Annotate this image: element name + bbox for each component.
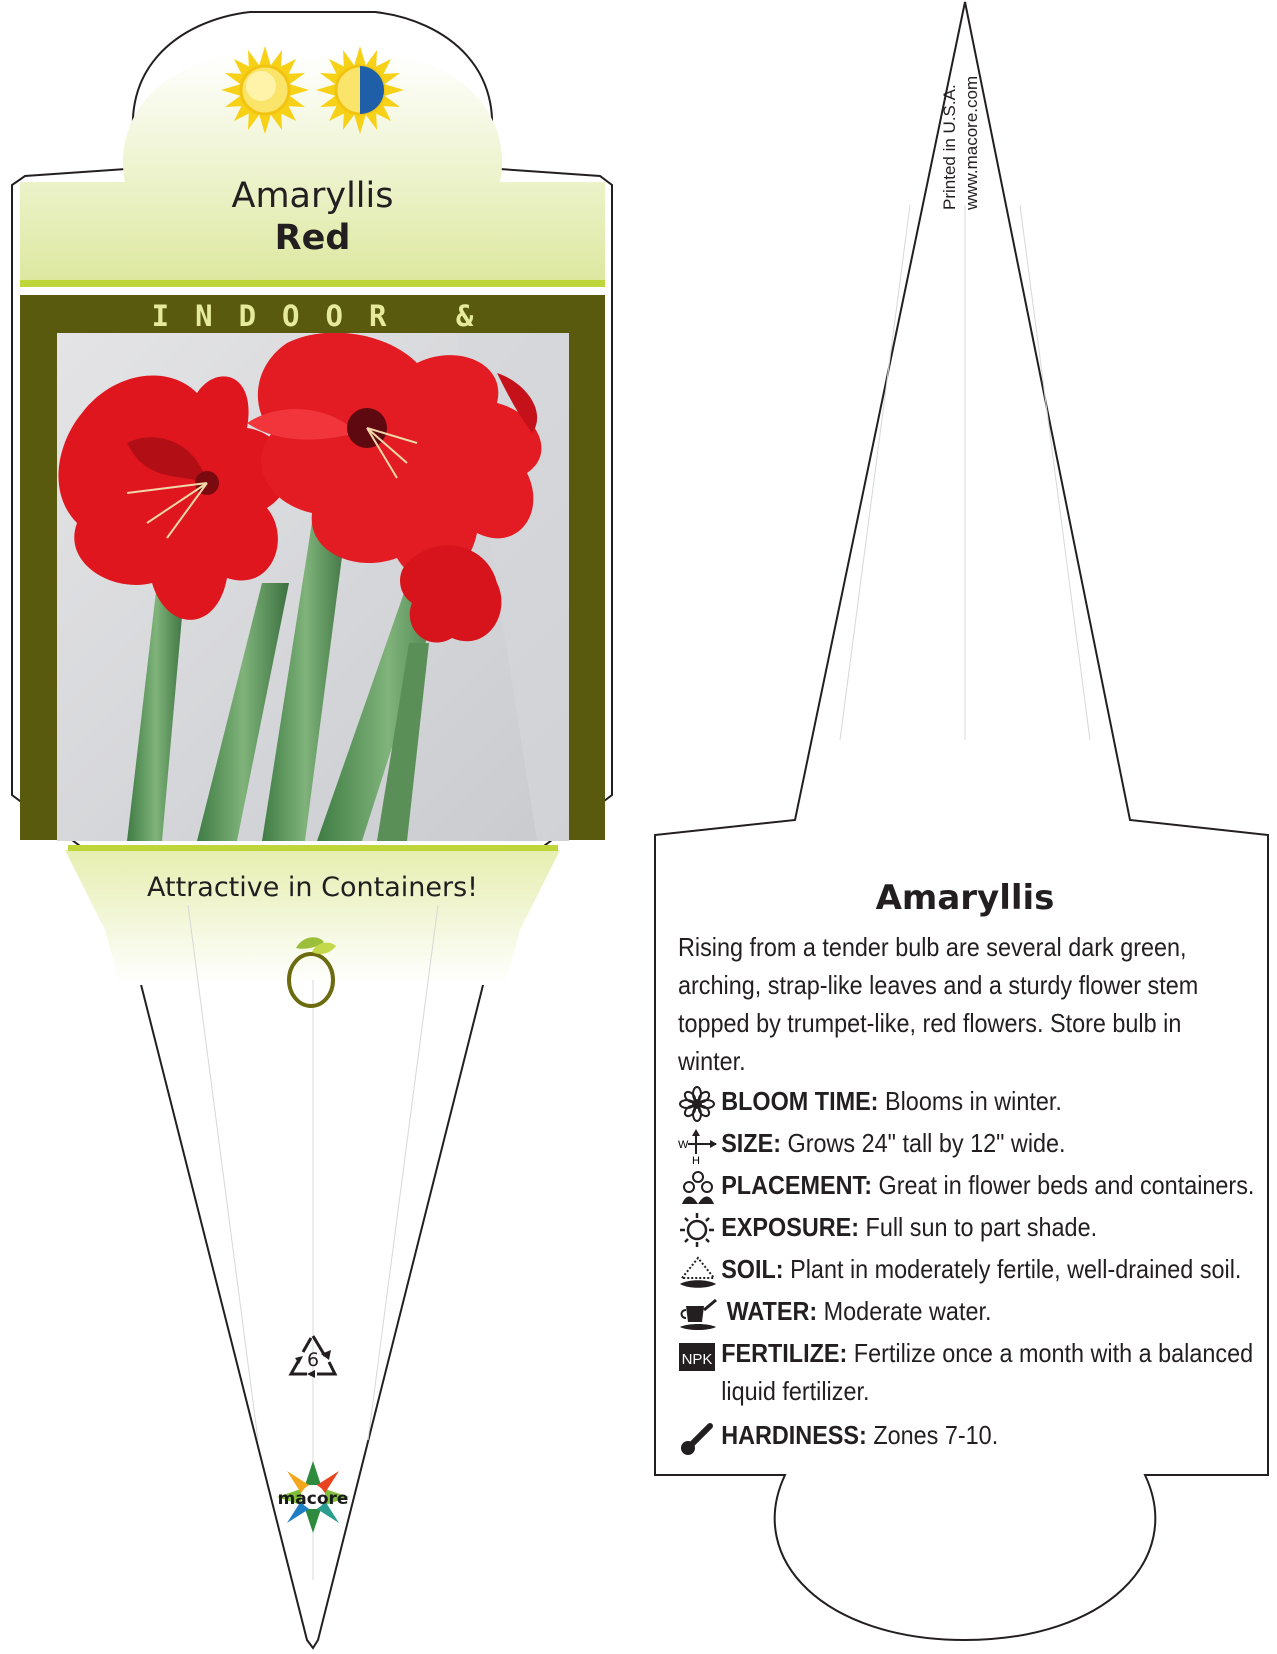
care-text: Moderate water. [823,1296,992,1326]
care-text: Plant in moderately fertile, well-drained soil. [790,1254,1242,1284]
care-item-exposure [678,1208,1258,1250]
care-text: Grows 24" tall by 12" wide. [787,1128,1066,1158]
brand-name: macore [277,1489,349,1509]
care-text: Great in flower beds and containers. [878,1170,1255,1200]
care-label: HARDINESS: [721,1420,867,1450]
accent-line-bottom [68,845,558,851]
exposure-icons [220,44,405,136]
care-label: FERTILIZE: [721,1338,848,1368]
care-list [678,1082,1258,1458]
leaf-circle-icon [282,932,344,1010]
care-text: Full sun to part shade. [865,1212,1098,1242]
care-label: SIZE: [721,1128,782,1158]
accent-line-top [20,280,605,287]
recycle-code: 6 [306,1349,320,1371]
variety-name: Red [274,218,351,258]
care-item-size [678,1124,1258,1166]
description: Rising from a tender bulb are several dark green, arching, strap-like leaves and a sturdy flower stem topped by trumpet-like, red flowers. Store bulb in winter. [678,932,1199,1076]
care-item-hardiness [678,1416,1258,1458]
full-sun-icon [221,46,309,134]
common-name: Amaryllis [231,176,394,216]
category-label: INDOOR & [151,299,500,333]
part-shade-icon [316,46,404,134]
care-text: Blooms in winter. [885,1086,1062,1116]
care-text: Fertilize once a month with a balanced liquid fertilizer. [721,1338,1254,1406]
care-item-fertilize [678,1334,1258,1410]
back-title: Amaryllis [875,878,1055,918]
print-notice: Printed in U.S.A. [940,84,959,210]
website: www.macore.com [962,75,981,210]
care-label: EXPOSURE: [721,1212,860,1242]
care-label: SOIL: [721,1254,784,1284]
care-item-soil [678,1250,1258,1292]
care-item-placement [678,1166,1258,1208]
svg-text:NPK: NPK [681,1351,713,1368]
print-notice-block [940,52,990,212]
care-label: PLACEMENT: [721,1170,873,1200]
care-label: WATER: [726,1296,818,1326]
svg-text:H: H [692,1155,700,1164]
svg-text:W: W [678,1139,689,1151]
care-text: Zones 7-10. [873,1420,999,1450]
tagline: Attractive in Containers! [147,872,478,903]
care-label: BLOOM TIME: [721,1086,879,1116]
care-item-water [678,1292,1258,1334]
care-item-bloom-time [678,1082,1258,1124]
plant-photo [57,333,569,841]
